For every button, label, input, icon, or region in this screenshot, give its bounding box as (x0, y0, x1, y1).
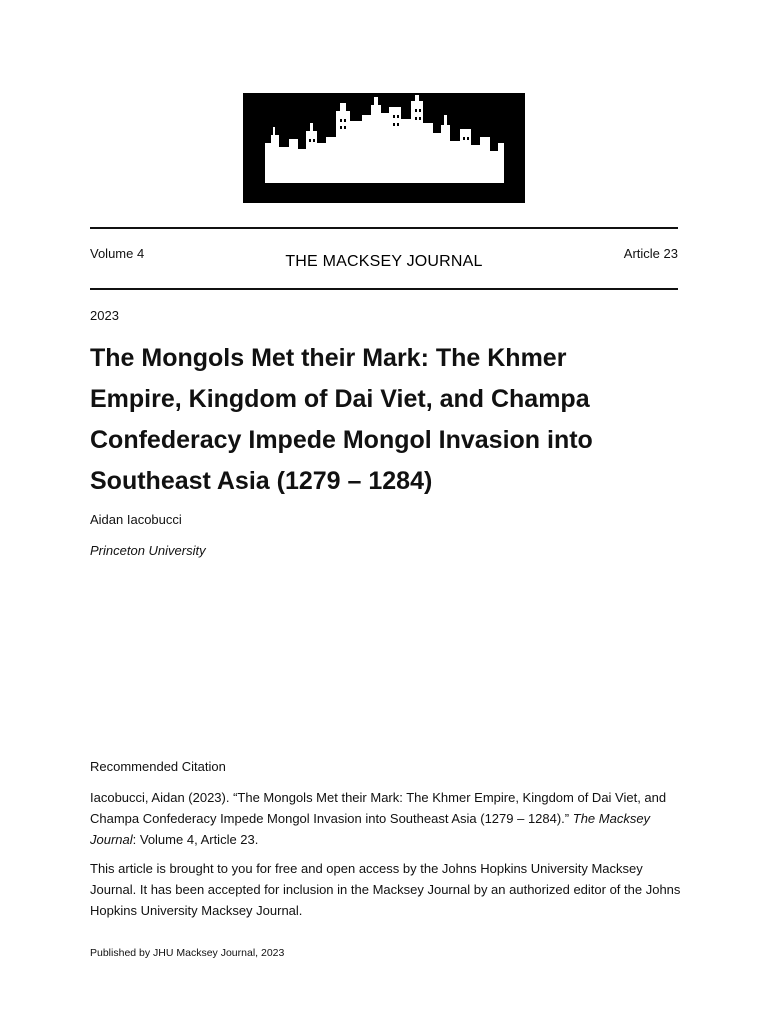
article-title (90, 338, 690, 502)
citation-heading: Recommended Citation (90, 759, 226, 774)
city-skyline-icon (243, 93, 525, 203)
title-line: Empire, Kingdom of Dai Viet, and Champa (90, 385, 590, 413)
publisher-footer: Published by JHU Macksey Journal, 2023 (90, 947, 285, 959)
title-line: Southeast Asia (1279 – 1284) (90, 467, 433, 495)
logo-journal-name: THE MACKSEY JOURNAL (285, 253, 483, 270)
year-label: 2023 (90, 308, 119, 323)
article-label: Article 23 (623, 246, 678, 261)
citation-journal-name: The Macksey Journal (90, 811, 651, 847)
citation-text-main: Iacobucci, Aidan (2023). “The Mongols Met their Mark: The Khmer Empire, Kingdom of Dai Viet, and Champa Confederacy Impede Mongol Invasion into Southeast Asia (1279 – 1284).” (90, 790, 667, 826)
journal-logo (243, 93, 525, 288)
title-line: The Mongols Met their Mark: The Khmer (90, 344, 567, 372)
access-statement: This article is brought to you for free and open access by the Johns Hopkins University Macksey Journal. It has been accepted for inclusion in the Macksey Journal by an authorized editor of the Johns Hopkins University Macksey Journal. (90, 861, 681, 918)
top-divider (90, 227, 678, 229)
logo-subtitle: Johns Hopkins University • Baltimore, MD (287, 276, 481, 288)
title-line: Confederacy Impede Mongol Invasion into (90, 426, 593, 454)
citation-text (90, 787, 682, 850)
author-name: Aidan Iacobucci (90, 512, 182, 527)
bottom-divider (90, 288, 678, 290)
volume-label: Volume 4 (90, 246, 145, 261)
author-affiliation: Princeton University (90, 543, 206, 558)
citation-text-end: : Volume 4, Article 23. (132, 832, 259, 847)
